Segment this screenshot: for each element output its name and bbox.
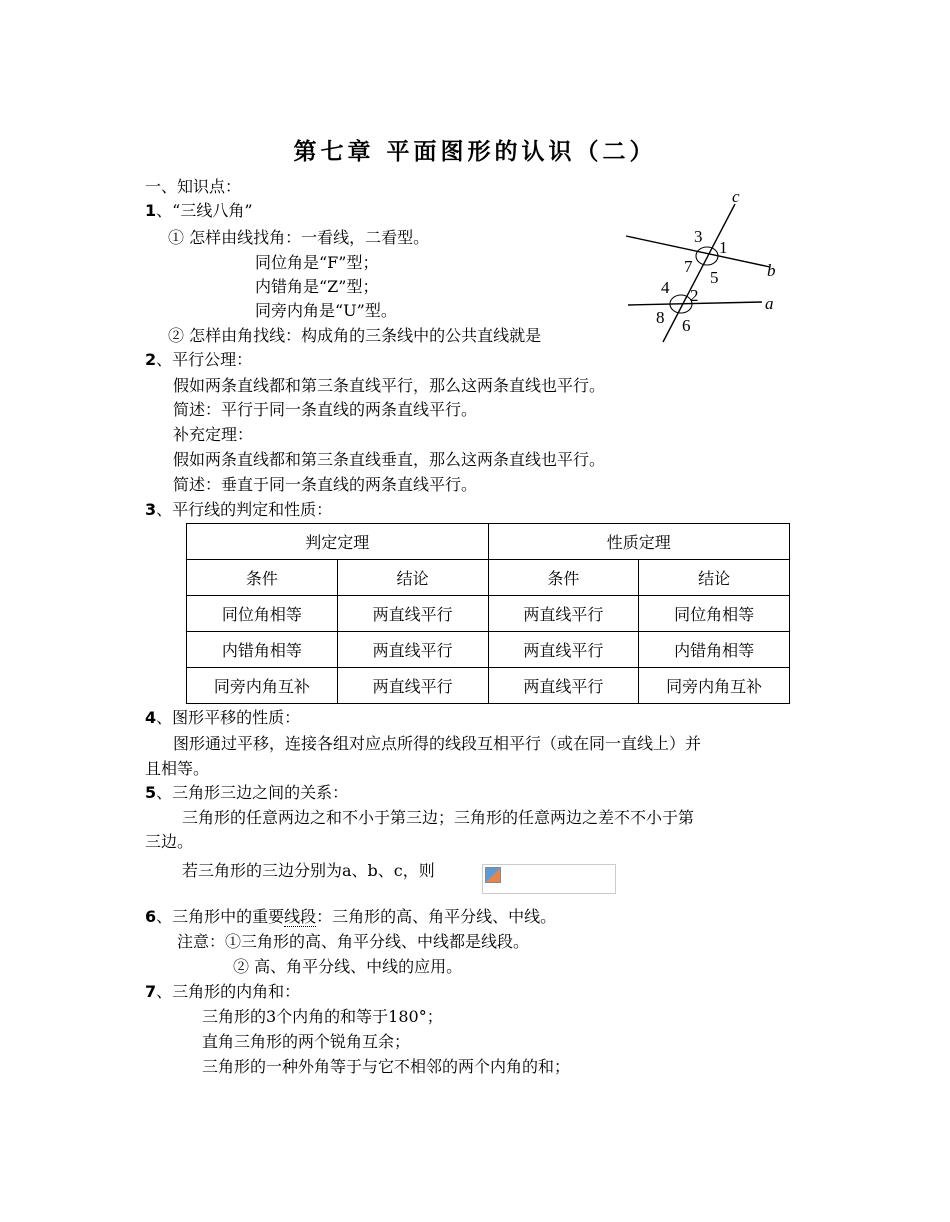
line-c [663,204,735,342]
section-2-line-1: 假如两条直线都和第三条直线平行，那么这两条直线也平行。 [173,376,606,395]
table-group-header-row [187,524,790,560]
table-cell: 内错角相等 [639,632,790,668]
section-2-line-4: 假如两条直线都和第三条直线垂直，那么这两条直线也平行。 [173,450,606,469]
label-angle-5: 5 [710,268,719,287]
table-column-header: 条件 [187,560,338,596]
label-angle-6: 6 [682,316,691,335]
label-angle-3: 3 [694,227,703,246]
table-cell: 同位角相等 [187,596,338,632]
section-number: 3 [145,500,157,519]
section-1-f-type: 同位角是“F”型； [255,253,379,272]
section-5-line-3: 若三角形的三边分别为a、b、c，则 [182,861,435,880]
section-2-heading [145,349,252,371]
label-angle-4: 4 [661,278,670,297]
table-column-header: 条件 [488,560,639,596]
table-group-header: 性质定理 [488,524,790,560]
table-column-header: 结论 [639,560,790,596]
section-7-line-3: 三角形的一种外角等于与它不相邻的两个内角的和； [202,1057,571,1076]
broken-image-icon [485,867,501,883]
section-heading-text: ：三角形的高、角平分线、中线。 [316,907,557,926]
section-3-heading [145,499,332,521]
section-2-line-5: 简述：垂直于同一条直线的两条直线平行。 [173,475,478,494]
section-6-heading [145,906,556,928]
section-7-line-1: 三角形的3个内角的和等于180°； [202,1007,443,1026]
table-row [187,668,790,704]
table-column-header: 结论 [337,560,488,596]
underlined-term: 线段 [284,907,317,926]
table-cell: 两直线平行 [488,596,639,632]
section-heading-text: 、三角形中的重要 [156,907,285,926]
section-4-line-2: 且相等。 [145,759,210,778]
section-number: 6 [145,907,157,926]
label-line-a: a [765,294,774,313]
three-lines-eight-angles-diagram [612,180,812,350]
section-5-line-2: 三边。 [145,832,194,851]
section-6-note-2: ② 高、角平分线、中线的应用。 [233,957,463,976]
section-1-z-type: 内错角是“Z”型； [255,277,379,296]
label-angle-1: 1 [719,238,728,257]
section-1-u-type: 同旁内角是“U”型。 [255,301,397,320]
section-2-line-2: 简述：平行于同一条直线的两条直线平行。 [173,400,478,419]
section-heading-text: 、三角形的内角和： [156,982,301,1001]
label-line-b: b [767,261,776,280]
section-4-line-1: 图形通过平移，连接各组对应点所得的线段互相平行（或在同一直线上）并 [173,734,702,753]
angle-arc-upper [696,247,718,265]
table-cell: 两直线平行 [488,668,639,704]
section-7-heading [145,981,300,1003]
page-title: 第七章 平面图形的认识（二） [293,138,657,165]
table-cell: 同位角相等 [639,596,790,632]
section-1-point-1: ① 怎样由线找角：一看线，二看型。 [168,228,430,247]
section-heading-text: 、三角形三边之间的关系： [156,783,349,802]
section-5-line-1: 三角形的任意两边之和不小于第三边；三角形的任意两边之差不不小于第 [182,808,695,827]
label-angle-8: 8 [656,308,665,327]
section-number: 1 [145,201,157,220]
section-heading-text: 、图形平移的性质： [156,708,301,727]
label-angle-7: 7 [684,257,693,276]
section-2-line-3: 补充定理： [173,425,254,444]
label-line-c: c [732,187,740,206]
section-1-point-2: ② 怎样由角找线：构成角的三条线中的公共直线就是 [168,326,542,345]
table-column-header-row [187,560,790,596]
table-row [187,596,790,632]
section-4-heading [145,707,300,729]
table-group-header: 判定定理 [187,524,489,560]
formula-image-placeholder [482,864,616,894]
section-heading-text: 、平行线的判定和性质： [156,500,333,519]
parallel-lines-table [186,523,790,704]
section-heading-text: 、“三线八角” [156,201,253,220]
section-number: 5 [145,783,157,802]
section-6-note-1: 注意：①三角形的高、角平分线、中线都是线段。 [177,932,530,951]
label-angle-2: 2 [690,286,699,305]
table-row [187,632,790,668]
section-knowledge-points: 一、知识点： [145,177,242,196]
table-cell: 内错角相等 [187,632,338,668]
table-cell: 同旁内角互补 [639,668,790,704]
table-cell: 两直线平行 [337,596,488,632]
table-cell: 两直线平行 [488,632,639,668]
section-heading-text: 、平行公理： [156,350,253,369]
section-number: 2 [145,350,157,369]
section-number: 4 [145,708,157,727]
table-cell: 两直线平行 [337,668,488,704]
section-1-heading [145,200,253,222]
table-cell: 同旁内角互补 [187,668,338,704]
table-cell: 两直线平行 [337,632,488,668]
section-7-line-2: 直角三角形的两个锐角互余； [202,1032,411,1051]
section-number: 7 [145,982,157,1001]
section-5-heading [145,782,348,804]
